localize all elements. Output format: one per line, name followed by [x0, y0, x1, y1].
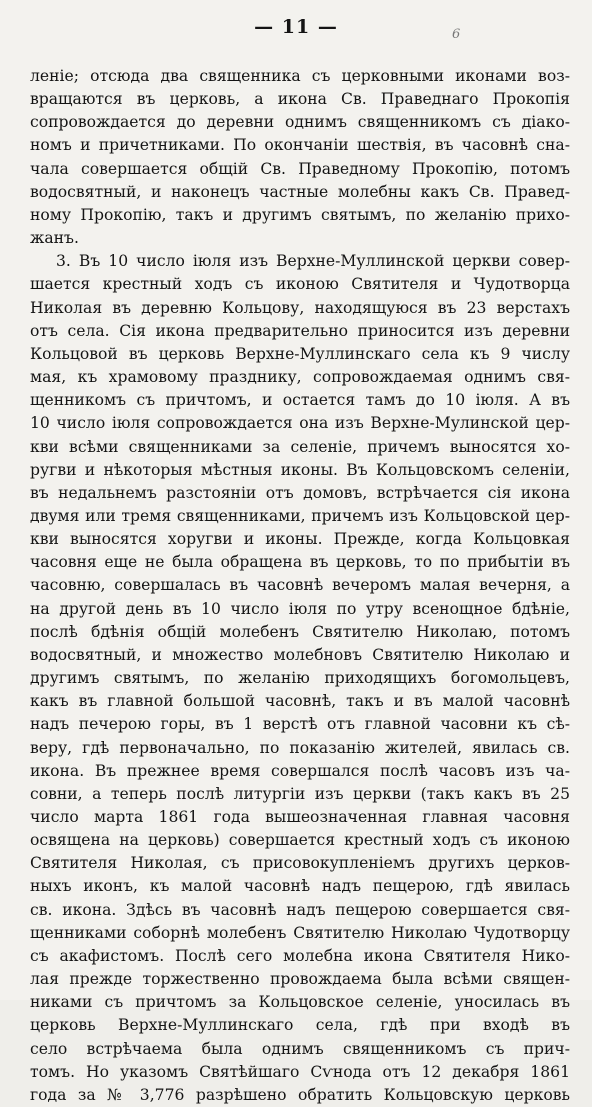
text-line: Святителя Николая, съ присовокупленіемъ другихъ церков-: [30, 854, 570, 873]
text-line: щенниками соборнѣ молебенъ Святителю Николаю Чудотворцу: [30, 923, 570, 942]
text-line: Николая въ деревню Кольцову, находящуюся въ 23 верстахъ: [30, 298, 570, 317]
text-line: года за № 3,776 разрѣшено обратить Кольцовскую церковь: [30, 1085, 570, 1104]
text-line: Кольцовой въ церковь Верхне-Муллинскаго села къ 9 числу: [30, 344, 570, 363]
text-line: никами съ причтомъ за Кольцовское селеніе, уносилась въ: [30, 993, 570, 1012]
text-line: кви выносятся хоругви и иконы. Прежде, когда Кольцовкая: [30, 530, 570, 549]
text-line: село встрѣчаема была однимъ священникомъ съ прич-: [30, 1039, 570, 1058]
text-line: томъ. Но указомъ Святѣйшаго Сѵнода отъ 12 декабря 1861: [30, 1062, 570, 1081]
text-line: другимъ святымъ, по желанію приходящихъ богомольцевъ,: [30, 669, 570, 688]
text-line: водосвятный, и множество молебновъ Святителю Николаю и: [30, 645, 570, 664]
text-line: жанъ.: [30, 229, 79, 248]
text-line: св. икона. Здѣсь въ часовнѣ надъ пещерою совершается свя-: [30, 900, 570, 919]
text-line: освящена на церковь) совершается крестный ходъ съ иконою: [30, 831, 570, 850]
text-line: леніе; отсюда два священника съ церковными иконами воз-: [30, 67, 570, 85]
text-line: часовню, совершалась въ часовнѣ вечеромъ малая вечерня, а: [30, 576, 570, 595]
text-line: часовня еще не была обращена въ церковь, то по прибытіи въ: [30, 553, 570, 572]
text-line: въ недальнемъ разстояніи отъ домовъ, встрѣчается сія икона: [30, 483, 570, 502]
text-line: ному Прокопію, такъ и другимъ святымъ, по желанію прихо-: [30, 205, 570, 224]
text-line: лая прежде торжественно провождаема была всѣми священ-: [30, 970, 570, 989]
text-line: чала совершается общій Св. Праведному Прокопію, потомъ: [30, 159, 570, 178]
text-line: мая, къ храмовому празднику, сопровождаемая однимъ свя-: [30, 368, 570, 387]
text-line: отъ села. Сія икона предварительно приносится изъ деревни: [30, 321, 570, 340]
text-line: веру, гдѣ первоначально, по показанію жителей, явилась св.: [30, 738, 570, 757]
text-line: сопровождается до деревни однимъ священникомъ съ діако-: [30, 113, 570, 132]
text-line: съ акафистомъ. Послѣ сего молебна икона Святителя Нико-: [30, 946, 570, 965]
text-line: водосвятный, и наконецъ частные молебны какъ Св. Правед-: [30, 182, 570, 201]
text-line: 3. Въ 10 число іюля изъ Верхне-Муллинской церкви совер-: [56, 252, 570, 271]
text-line: ныхъ иконъ, къ малой часовнѣ надъ пещерою, гдѣ явилась: [30, 877, 570, 896]
text-line: совни, а теперь послѣ литургіи изъ церкви (такъ какъ въ 25: [30, 784, 570, 803]
text-line: 10 число іюля сопровождается она изъ Верхне-Мулинской цер-: [30, 414, 570, 433]
text-line: кви всѣми священниками за селеніе, причемъ выносятся хо-: [30, 437, 570, 456]
page-number: — 11 —: [254, 16, 338, 38]
text-line: шается крестный ходъ съ иконою Святителя и Чудотворца: [30, 275, 570, 294]
text-line: щенникомъ съ причтомъ, и остается тамъ до 10 іюля. А въ: [30, 391, 570, 410]
text-line: церковь Верхне-Муллинскаго села, гдѣ при входѣ въ: [30, 1016, 570, 1035]
text-line: икона. Въ прежнее время совершался послѣ часовъ изъ ча-: [30, 761, 570, 780]
text-line: какъ въ главной большой часовнѣ, такъ и въ малой часовнѣ: [30, 692, 570, 711]
margin-mark: 6: [452, 27, 461, 42]
text-line: ругви и нѣкоторыя мѣстныя иконы. Въ Кольцовскомъ селеніи,: [30, 460, 570, 479]
text-line: номъ и причетниками. По окончаніи шествія, въ часовнѣ сна-: [30, 136, 570, 155]
body-text: [30, 65, 570, 1107]
text-line: на другой день въ 10 число іюля по утру всенощное бдѣніе,: [30, 599, 570, 618]
text-line: число марта 1861 года вышеозначенная главная часовня: [30, 808, 570, 826]
text-line: послѣ бдѣнія общій молебенъ Святителю Николаю, потомъ: [30, 622, 570, 641]
text-line: вращаются въ церковь, а икона Св. Праведнаго Прокопія: [30, 90, 570, 109]
text-line: двумя или тремя священниками, причемъ изъ Кольцовской цер-: [30, 506, 570, 525]
text-line: надъ печерою горы, въ 1 верстѣ отъ главной часовни къ сѣ-: [30, 715, 570, 734]
